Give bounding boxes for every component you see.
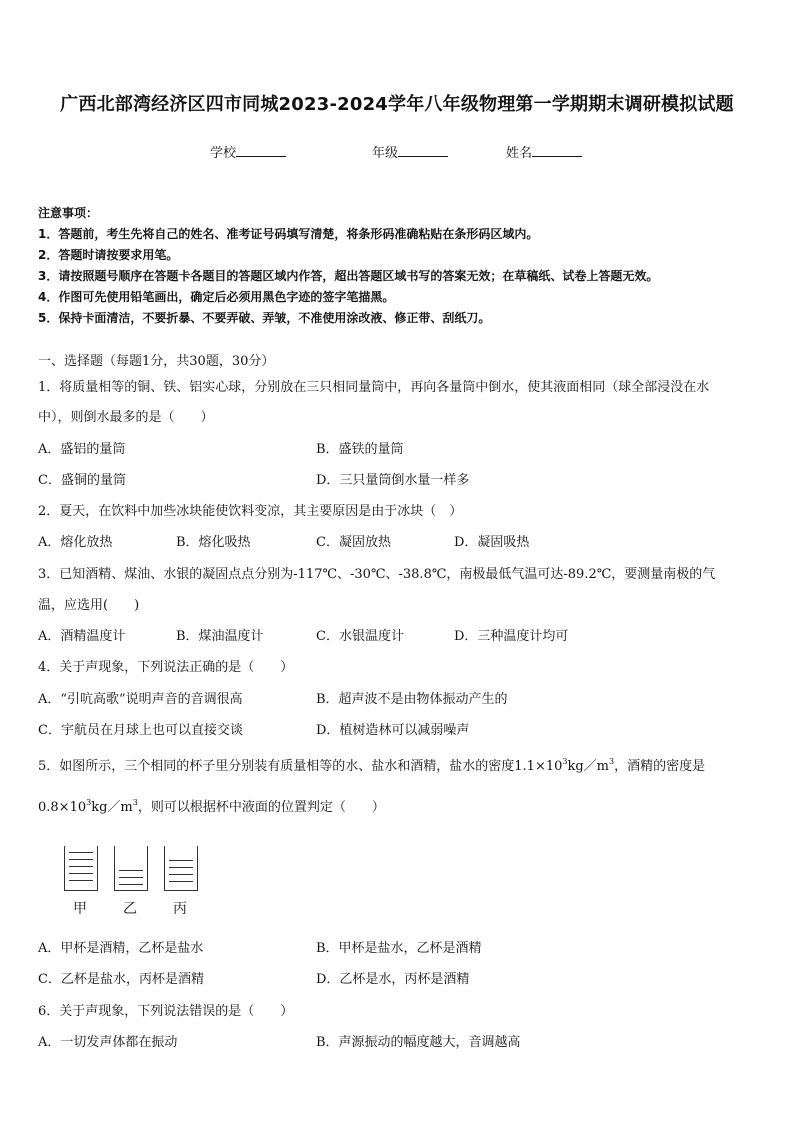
question-2-stem: 2．夏天，在饮料中加些冰块能使饮料变凉，其主要原因是由于冰块（ ） — [38, 504, 463, 519]
question-4-option-a: A．“引吭高歌”说明声音的音调很高 — [38, 692, 243, 707]
question-5-option-a: A．甲杯是酒精，乙杯是盐水 — [38, 941, 204, 956]
question-2-option-d: D．凝固吸热 — [454, 535, 530, 550]
question-1-option-d: D．三只量筒倒水量一样多 — [316, 473, 470, 488]
liquid-level-line — [69, 852, 93, 853]
notice-item: 1．答题前，考生先将自己的姓名、准考证号码填写清楚，将条形码准确粘贴在条形码区域内。 — [38, 227, 539, 241]
notice-item: 4．作图可先使用铅笔画出，确定后必须用黑色字迹的签字笔描黑。 — [38, 290, 395, 304]
question-2-option-b: B．熔化吸热 — [176, 535, 251, 550]
cup-label-jia: 甲 — [73, 901, 87, 917]
question-5-option-d: D．乙杯是水，丙杯是酒精 — [316, 972, 470, 987]
liquid-line — [69, 866, 93, 867]
question-3-stem: 3．已知酒精、煤油、水银的凝固点点分别为-117℃、-30℃、-38.8℃，南极最低气温可达-89.2℃，要测量南极的气 — [38, 567, 716, 582]
question-1-stem-cont: 中），则倒水最多的是（ ） — [38, 410, 214, 425]
liquid-level-line — [169, 860, 193, 861]
cup-yi — [114, 846, 148, 891]
school-blank — [236, 144, 286, 157]
question-4-option-c: C．宇航员在月球上也可以直接交谈 — [38, 723, 243, 738]
q5-exponent: 3 — [562, 757, 568, 766]
grade-field — [372, 142, 448, 161]
page-title: 广西北部湾经济区四市同城2023-2024学年八年级物理第一学期期末调研模拟试题 — [60, 94, 734, 115]
liquid-level-line — [119, 870, 143, 871]
liquid-line — [169, 874, 193, 875]
section-heading: 一、选择题（每题1分，共30题，30分） — [38, 354, 275, 369]
q5-text: 0.8×10 — [38, 800, 87, 815]
grade-label: 年级 — [372, 146, 399, 161]
q5-text: ，则可以根据杯中液面的位置判定（ ） — [137, 800, 385, 815]
q5-text: 5．如图所示，三个相同的杯子里分别装有质量相等的水、盐水和酒精，盐水的密度1.1×10 — [38, 759, 563, 774]
cups-figure — [58, 838, 208, 918]
question-3-option-c: C．水银温度计 — [316, 629, 404, 644]
name-field — [506, 142, 582, 161]
question-3-option-a: A．酒精温度计 — [38, 629, 126, 644]
question-3-option-b: B．煤油温度计 — [176, 629, 264, 644]
notice-heading: 注意事项： — [38, 206, 99, 220]
liquid-line — [119, 884, 143, 885]
q5-text: ，酒精的密度是 — [614, 759, 706, 774]
question-2-option-a: A．熔化放热 — [38, 535, 113, 550]
question-2-option-c: C．凝固放热 — [316, 535, 391, 550]
q5-unit: kg／m — [567, 759, 610, 774]
q5-exponent: 3 — [609, 757, 615, 766]
q5-exponent: 3 — [132, 798, 138, 807]
liquid-line — [69, 873, 93, 874]
notice-item: 3．请按照题号顺序在答题卡各题目的答题区域内作答，超出答题区域书写的答案无效；在草稿纸、试卷上答题无效。 — [38, 269, 659, 283]
notice-item: 2．答题时请按要求用笔。 — [38, 248, 179, 262]
cup-label-bing: 丙 — [173, 901, 187, 917]
question-4-option-b: B．超声波不是由物体振动产生的 — [316, 692, 508, 707]
question-1-option-a: A．盛铝的量筒 — [38, 442, 126, 457]
name-label: 姓名 — [506, 146, 533, 161]
cup-label-yi: 乙 — [123, 901, 137, 917]
grade-blank — [398, 144, 448, 157]
question-5-option-b: B．甲杯是盐水，乙杯是酒精 — [316, 941, 482, 956]
notice-item: 5．保持卡面清洁，不要折暴、不要弄破、弄皱，不准使用涂改液、修正带、刮纸刀。 — [38, 311, 491, 325]
liquid-line — [69, 859, 93, 860]
question-5-stem — [38, 755, 705, 774]
liquid-line — [169, 867, 193, 868]
liquid-line — [169, 881, 193, 882]
question-1-option-c: C．盛铜的量筒 — [38, 473, 126, 488]
question-4-stem: 4．关于声现象，下列说法正确的是（ ） — [38, 660, 294, 675]
question-6-option-a: A．一切发声体都在振动 — [38, 1035, 178, 1050]
q5-unit: kg／m — [91, 800, 133, 815]
cup-jia — [64, 846, 98, 891]
question-3-stem-cont: 温，应选用( ) — [38, 598, 140, 613]
school-label: 学校 — [210, 146, 237, 161]
question-5-stem-cont — [38, 796, 385, 815]
liquid-line — [119, 877, 143, 878]
cup-bing — [164, 846, 198, 891]
question-1-option-b: B．盛铁的量筒 — [316, 442, 404, 457]
question-1-stem: 1．将质量相等的铜、铁、铝实心球，分别放在三只相同量筒中，再向各量筒中倒水，使其液面相同（球全部浸没在水 — [38, 380, 710, 395]
question-6-stem: 6．关于声现象，下列说法错误的是（ ） — [38, 1004, 294, 1019]
name-blank — [532, 144, 582, 157]
q5-exponent: 3 — [86, 798, 92, 807]
question-6-option-b: B．声源振动的幅度越大，音调越高 — [316, 1035, 521, 1050]
question-5-option-c: C．乙杯是盐水，丙杯是酒精 — [38, 972, 204, 987]
liquid-line — [69, 880, 93, 881]
question-3-option-d: D．三种温度计均可 — [454, 629, 569, 644]
question-4-option-d: D．植树造林可以减弱噪声 — [316, 723, 470, 738]
school-field — [210, 142, 286, 161]
